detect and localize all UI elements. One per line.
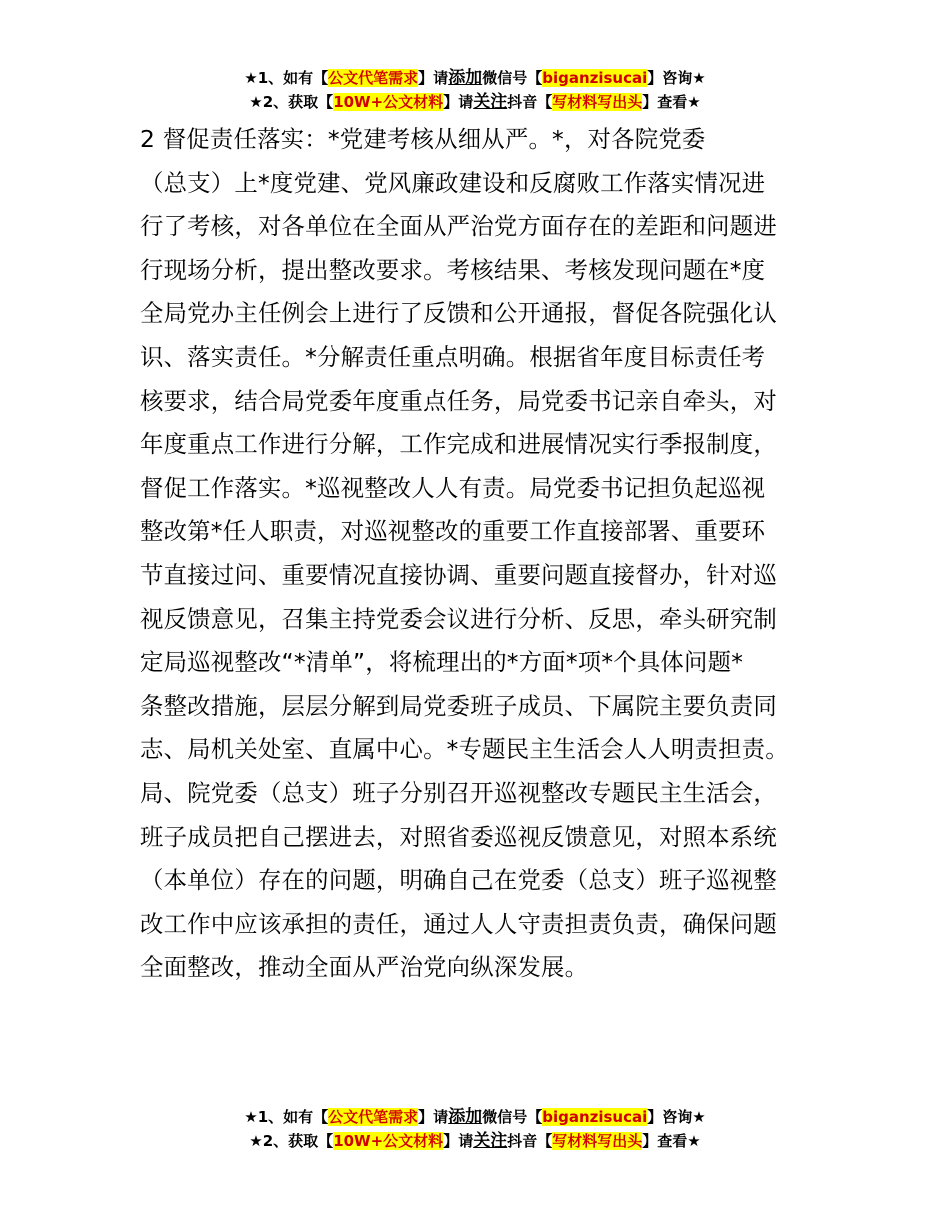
banner-line-1-highlight-service: 公文代笔需求: [328, 69, 419, 87]
footer-line-1-mid: 】请: [418, 1108, 449, 1126]
footer-banner: [0, 1105, 950, 1153]
footer-line-1-highlight-service: 公文代笔需求: [328, 1108, 419, 1126]
banner-line-2: [0, 90, 950, 114]
footer-line-1-suffix: 】咨询★: [647, 1108, 706, 1126]
footer-line-1-emphasis: 添加: [448, 1107, 483, 1127]
banner-line-1-highlight-wechat: biganzisucai: [542, 69, 648, 87]
banner-line-1-suffix: 】咨询★: [647, 69, 706, 87]
banner-line-2-emphasis: 关注: [473, 92, 508, 112]
footer-line-2-suffix: 】查看★: [642, 1132, 701, 1150]
footer-line-1-highlight-wechat: biganzisucai: [542, 1108, 648, 1126]
banner-line-1: [0, 66, 950, 90]
banner-line-1-emphasis: 添加: [448, 68, 483, 88]
banner-line-1-mid: 】请: [418, 69, 449, 87]
footer-banner-line-1: [0, 1105, 950, 1129]
footer-line-2-mid2: 抖音【: [507, 1132, 553, 1150]
footer-line-2-mid: 】请: [443, 1132, 474, 1150]
footer-line-1-mid2: 微信号【: [482, 1108, 543, 1126]
banner-line-2-highlight-materials: 10W+公文材料: [333, 93, 444, 111]
footer-line-2-highlight-douyin: 写材料写出头: [552, 1132, 643, 1150]
banner-line-2-highlight-douyin: 写材料写出头: [552, 93, 643, 111]
document-body-paragraph: [140, 118, 830, 990]
paragraph-text: 2 督促责任落实：*党建考核从细从严。*，对各院党委 （总支）上*度党建、党风廉政建设和反腐败工作落实情况进 行了考核，对各单位在全面从严治党方面存在的差距和问题进 行现场分析，提出整改要求。考核结果、考核发现问题在*度 全局党办主任例会上进行了反馈和公开通报，督促各院强化认 识、落实责任。*分解责任重点明确。根据省年度目标责任考 核要求，结合局党委年度重点任务，局党委书记亲自牵头，对 年度重点工作进行分解，工作完成和进展情况实行季报制度， 督促工作落实。*巡视整改人人有责。局党委书记担负起巡视 整改第*任人职责，对巡视整改的重要工作直接部署、重要环 节直接过问、重要情况直接协调、重要问题直接督办，针对巡 视反馈意见，召集主持党委会议进行分析、反思，牵头研究制 定局巡视整改“*清单”，将梳理出的*方面*项*个具体问题* 条整改措施，层层分解到局党委班子成员、下属院主要负责同 志、局机关处室、直属中心。*专题民主生活会人人明责担责。 局、院党委（总支）班子分别召开巡视整改专题民主生活会， 班子成员把自己摆进去，对照省委巡视反馈意见，对照本系统 （本单位）存在的问题，明确自己在党委（总支）班子巡视整 改工作中应该承担的责任，通过人人守责担责负责，确保问题 全面整改，推动全面从严治党向纵深发展。: [140, 125, 789, 982]
banner-line-2-mid2: 抖音【: [507, 93, 553, 111]
banner-line-2-suffix: 】查看★: [642, 93, 701, 111]
header-banner: [0, 66, 950, 114]
footer-line-2-highlight-materials: 10W+公文材料: [333, 1132, 444, 1150]
footer-line-2-prefix: ★2、获取【: [249, 1132, 334, 1150]
banner-line-2-prefix: ★2、获取【: [249, 93, 334, 111]
footer-line-2-emphasis: 关注: [473, 1131, 508, 1151]
banner-line-2-mid: 】请: [443, 93, 474, 111]
footer-banner-line-2: [0, 1129, 950, 1153]
banner-line-1-prefix: ★1、如有【: [244, 69, 329, 87]
footer-line-1-prefix: ★1、如有【: [244, 1108, 329, 1126]
banner-line-1-mid2: 微信号【: [482, 69, 543, 87]
